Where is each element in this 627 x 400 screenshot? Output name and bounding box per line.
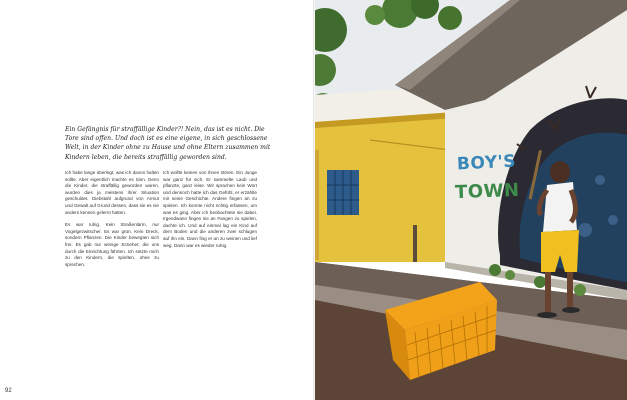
page-number: 92 [5,388,12,394]
sign-line-1: BOY'S [456,151,517,175]
yellow-building [315,88,455,262]
intro-text: Ein Gefängnis für straffällige Kinder?! Nein, das ist es nicht. Die Tore sind offen. Und doch ist es eine eigene, in sich geschlossene Welt, in der Kinder ohne zu Hause und ohne Eltern zusammen mit Kindern leben, die bereits straffällig geworden sind. [65,126,271,161]
text-column-2 [163,170,257,255]
photo [315,0,627,400]
text-column-1 [65,170,159,274]
paragraph: Es war ruhig. Kein Straßenlärm, nur Vogelgezwitscher. Es war grün. Kein Dreck, sondern Pflanzen. Die Kinder bewegten sich frei. Es gab nur wenige Erzieher, die uns durch die Einrichtung führten. Ich setzte mich zu den Kindern, die spielten, ohne zu sprechen. [65,222,159,267]
paragraph: Ich habe lange überlegt, was ich davon halten sollte. Aber eigentlich machte es Sinn. Denn die Kinder, die straffällig geworden waren, wurden dies ja meistens ihrer Situation geschuldet. Diebstahl aufgrund von Armut und Gewalt auf Grund dessen, dass sie es nie anders kennen gelernt hatten. [65,170,159,215]
sign-line-2: TOWN [454,179,520,204]
paragraph: Ich wollte keinen von ihnen stören. Ein Junge war ganz für sich. Er sammelte Laub und pflanzte, ganz leise. Wir sprachen kein Wort und dennoch hatte ich das Gefühl, er erzählte mir seine Geschichte. Andere fingen an zu spielen. Ich konnte nicht richtig erfassen, um was es ging. Aber ich beobachtete sie dabei. Irgendwann fingen sie an Fangen zu spielen, dachte ich. Und auf einmal lag ein Kind auf dem Boden und die anderen zwei schlugen auf ihn ein. Dann fing er an zu weinen und lief weg. Dann war es wieder ruhig. [163,170,257,248]
